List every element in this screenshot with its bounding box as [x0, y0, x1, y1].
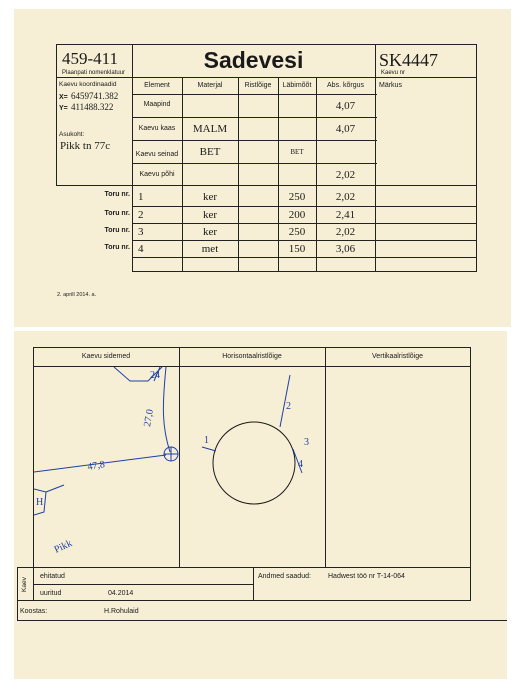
pipe-labimoot: 250 — [288, 191, 306, 203]
element-name: Kaevu seinad — [135, 151, 179, 158]
manhole-ties-sketch — [34, 367, 179, 567]
col-korgus: Abs. kõrgus — [327, 82, 364, 89]
corner-label: H — [36, 497, 44, 508]
koostas-value: H.Rohulaid — [104, 608, 139, 615]
tie-line-a — [163, 367, 170, 452]
element-labimoot: BET — [290, 148, 304, 156]
date-note: 2. aprill 2014. a. — [57, 292, 97, 298]
uuritud-label: uuritud — [40, 590, 62, 597]
pipe-korgus: 2,02 — [335, 191, 356, 203]
andmed-value: Hadwest töö nr T-14-064 — [328, 573, 405, 580]
measure-b: 47,8 — [86, 459, 106, 473]
manhole-card-front — [14, 9, 511, 327]
pipe-korgus: 3,06 — [335, 243, 356, 255]
pipe-labimoot: 250 — [288, 226, 306, 238]
pipe-labimoot: 150 — [288, 243, 306, 255]
pipe-labimoot: 200 — [288, 209, 306, 221]
element-materjal: MALM — [192, 123, 228, 135]
col-markus: Märkus — [379, 82, 402, 89]
document-title: Sadevesi — [203, 47, 304, 73]
pipe-label-1: 1 — [204, 435, 209, 446]
koostas-label: Koostas: — [20, 608, 48, 615]
kaevu-nr-label: Kaevu nr — [381, 70, 406, 76]
kaev-label: Kaev — [21, 577, 28, 592]
ehitatud-label: ehitatud — [40, 573, 65, 580]
sidemed-header: Kaevu sidemed — [81, 353, 131, 360]
asukoht-label: Asukoht: — [59, 131, 85, 138]
col-ristloige: Ristlõige — [244, 82, 272, 89]
col-element: Element — [144, 82, 170, 89]
pipe-materjal: ker — [202, 209, 218, 221]
plan-number: 459-411 — [62, 49, 119, 68]
pipe-materjal: ker — [202, 191, 218, 203]
street-label: Pikk — [52, 537, 74, 556]
pipe-korgus: 2,02 — [335, 226, 356, 238]
element-materjal: BET — [199, 146, 221, 158]
pipe-nr: 4 — [138, 243, 144, 255]
coords-label: Kaevu koordinaadid — [59, 81, 117, 88]
element-korgus: 2,02 — [335, 169, 356, 181]
toru-label: Toru nr. — [104, 244, 130, 251]
pipe-label-4: 4 — [298, 459, 303, 470]
element-name: Kaevu kaas — [138, 125, 176, 132]
pipe-nr: 1 — [138, 191, 144, 203]
measure-a: 27,0 — [142, 408, 156, 428]
uuritud-value: 04.2014 — [108, 590, 134, 597]
element-korgus: 4,07 — [335, 123, 356, 135]
andmed-label: Andmed saadud: — [258, 573, 311, 580]
toru-label: Toru nr. — [104, 210, 130, 217]
horizontal-section-sketch — [180, 367, 325, 567]
pipe-nr: 2 — [138, 209, 144, 221]
toru-label: Toru nr. — [104, 191, 130, 198]
manhole-outline — [213, 422, 295, 504]
manhole-code: SK4447 — [379, 50, 439, 70]
asukoht-value: Pikk tn 77c — [60, 140, 111, 152]
y-value: 411488.322 — [71, 102, 114, 112]
element-korgus: 4,07 — [335, 100, 356, 112]
y-label: Y= — [59, 105, 68, 112]
bend-label: 24 — [150, 370, 160, 381]
vertikaal-header: Vertikaalristlõige — [372, 353, 423, 360]
horisontaal-header: Horisontaalristlõige — [222, 353, 282, 360]
pipe-korgus: 2,41 — [335, 209, 356, 221]
x-value: 6459741.382 — [71, 91, 119, 101]
toru-label: Toru nr. — [104, 227, 130, 234]
col-materjal: Materjal — [197, 82, 223, 89]
element-name: Kaevu põhi — [139, 171, 175, 178]
pipe-line-1 — [202, 447, 216, 451]
pipe-nr: 3 — [138, 226, 144, 238]
nomenklatuur-label: Plaanpati nomenklatuur — [62, 70, 126, 76]
x-label: X= — [59, 94, 68, 101]
element-name: Maapind — [143, 101, 171, 108]
pipe-materjal: ker — [202, 226, 218, 238]
pipe-materjal: met — [201, 243, 219, 255]
pipe-label-2: 2 — [286, 401, 291, 412]
pipe-label-3: 3 — [304, 437, 309, 448]
col-labimoot: Läbimõõt — [282, 82, 312, 89]
